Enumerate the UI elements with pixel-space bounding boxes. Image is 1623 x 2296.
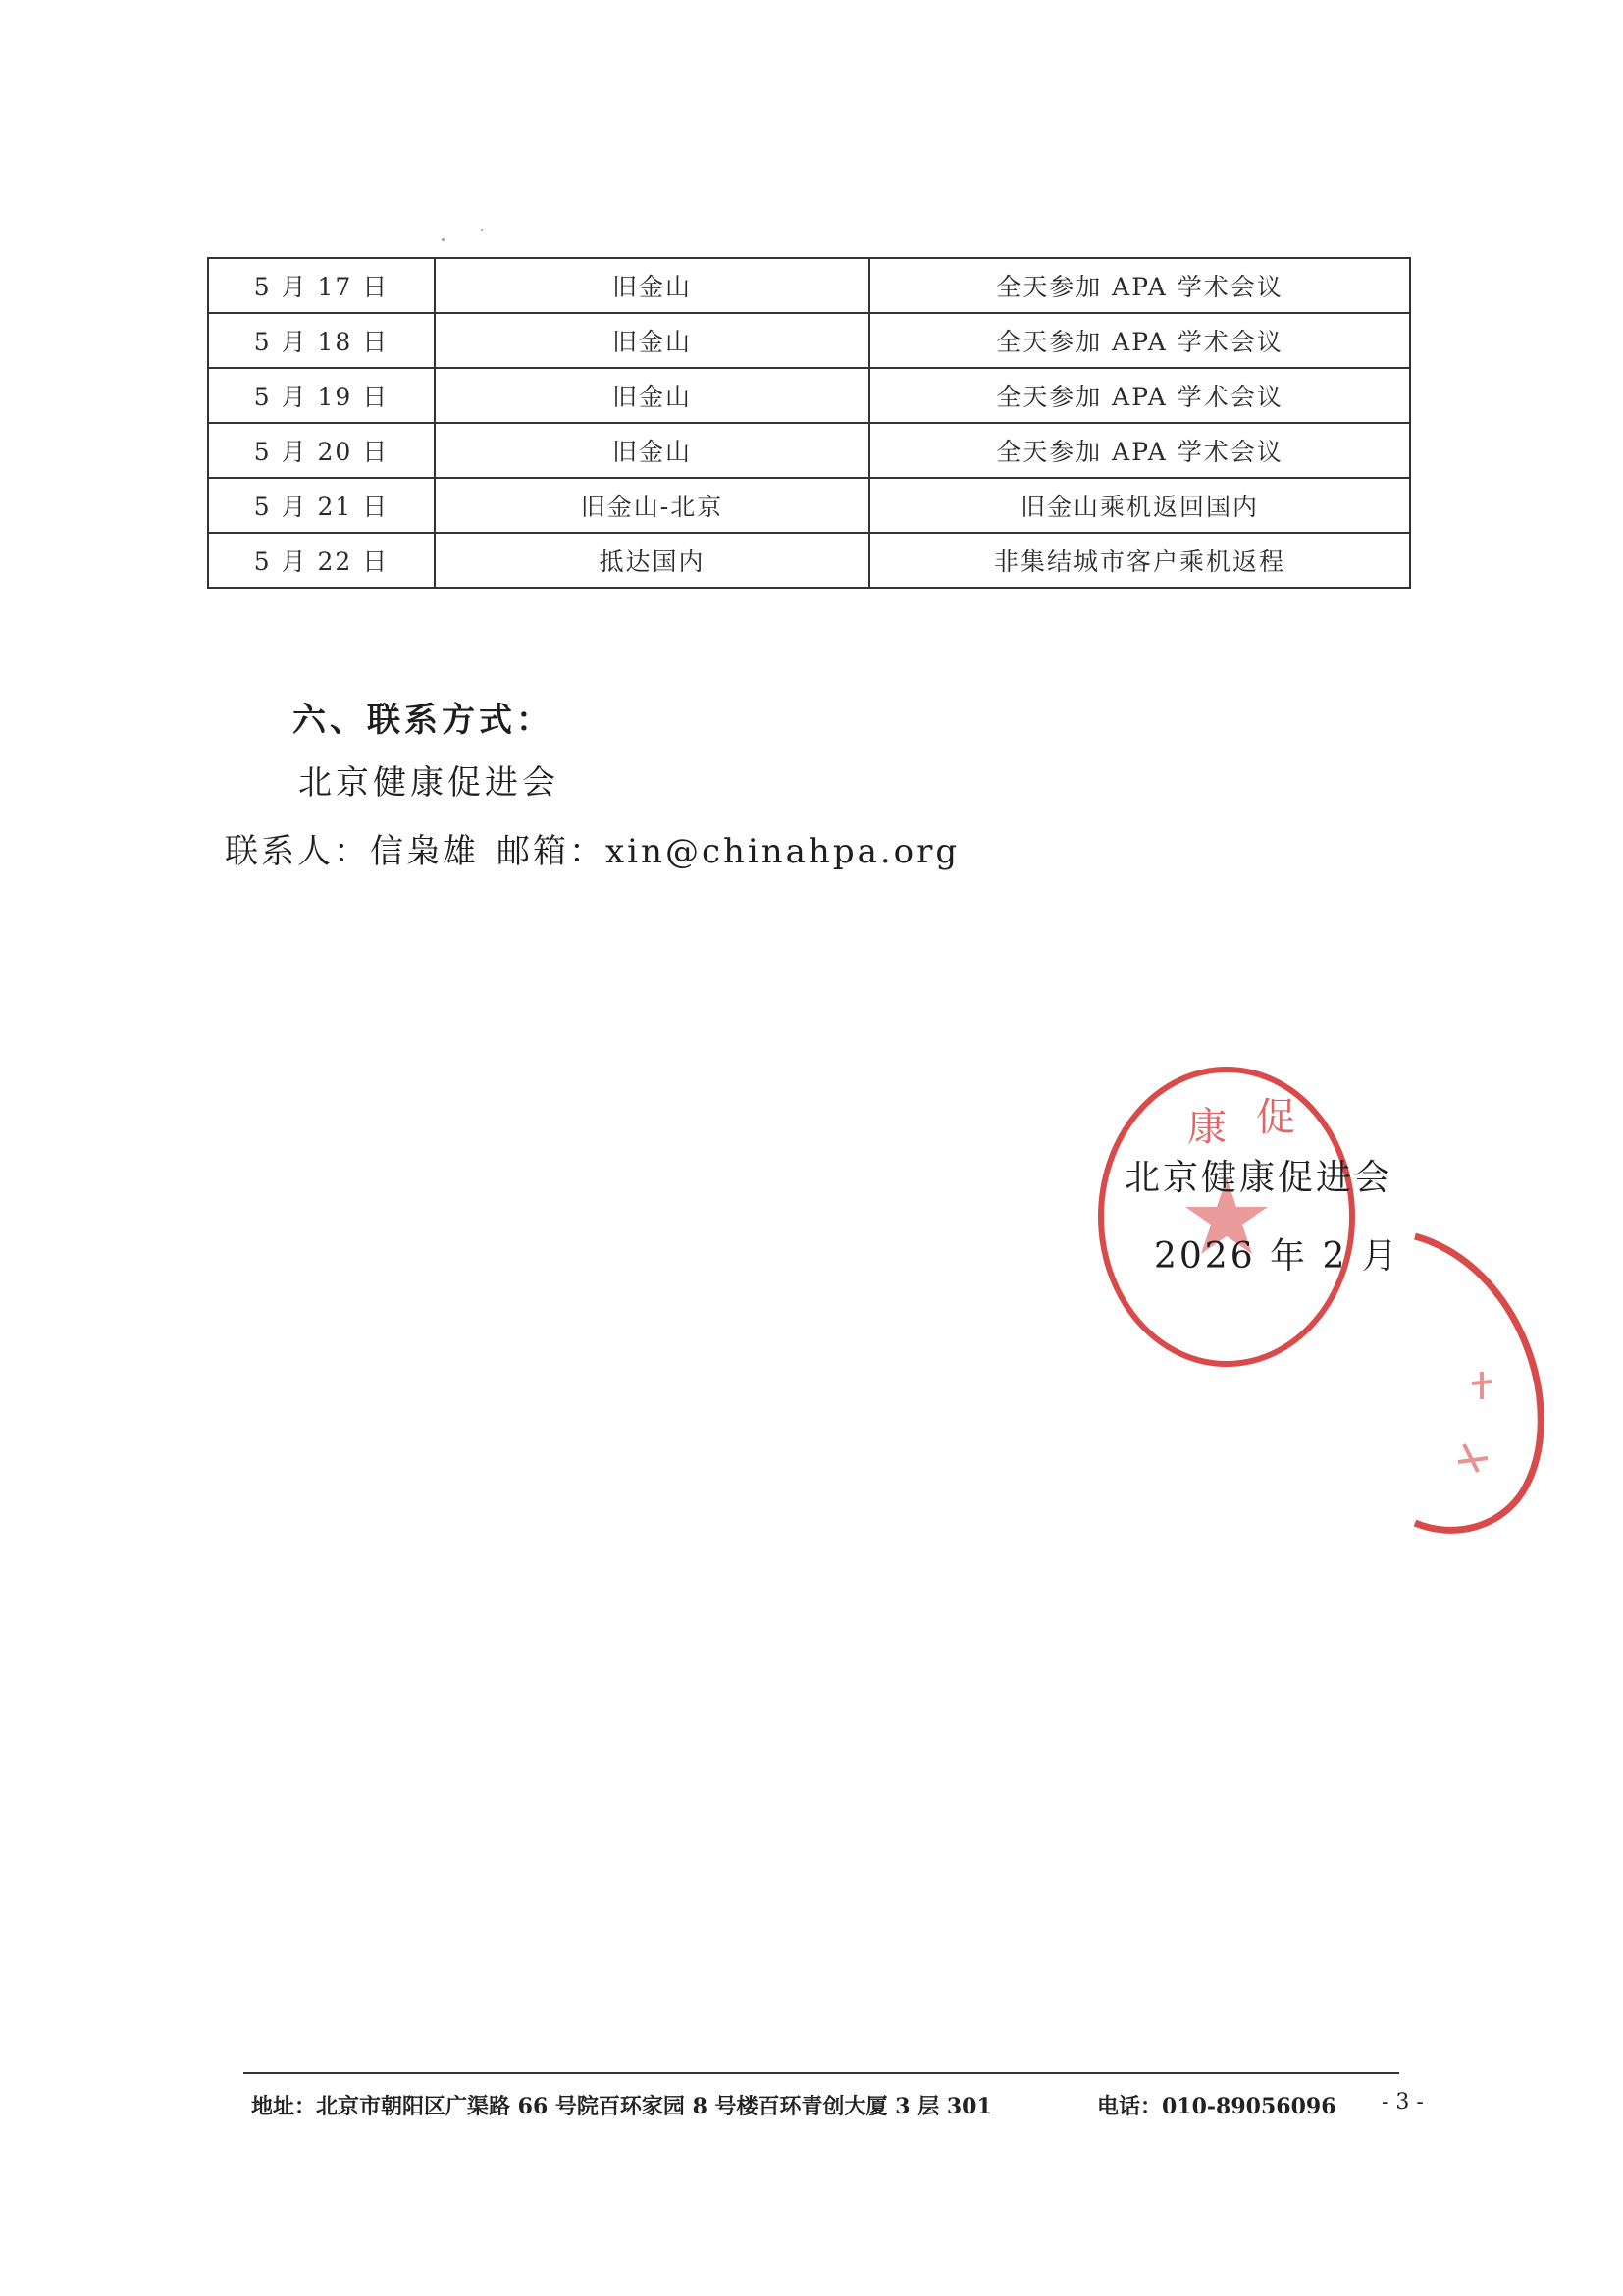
seal-character: 康 xyxy=(1187,1105,1227,1150)
location-cell: 旧金山 xyxy=(435,423,869,478)
contact-line xyxy=(225,824,960,872)
itinerary-table-body xyxy=(208,258,1410,588)
activity-cell: 全天参加 APA 学术会议 xyxy=(869,258,1410,313)
location-cell: 抵达国内 xyxy=(435,533,869,588)
footer-divider xyxy=(243,2072,1399,2074)
official-seal-icon xyxy=(1089,1060,1374,1383)
date-cell: 5 月 20 日 xyxy=(208,423,435,478)
signature-organization: 北京健康促进会 xyxy=(1125,1158,1393,1198)
table-row xyxy=(208,368,1410,423)
location-cell: 旧金山 xyxy=(435,313,869,368)
table-row xyxy=(208,313,1410,368)
contact-person-label: 联系人： xyxy=(225,832,370,871)
location-cell: 旧金山 xyxy=(435,368,869,423)
contact-person-name: 信枭雄 xyxy=(370,832,479,871)
itinerary-table xyxy=(207,257,1411,589)
date-cell: 5 月 17 日 xyxy=(208,258,435,313)
contact-email: xin@chinahpa.org xyxy=(605,832,961,871)
date-cell: 5 月 22 日 xyxy=(208,533,435,588)
date-cell: 5 月 19 日 xyxy=(208,368,435,423)
location-cell: 旧金山-北京 xyxy=(435,478,869,533)
signature-date: 2026 年 2 月 xyxy=(1154,1236,1400,1277)
table-row xyxy=(208,533,1410,588)
scan-speck xyxy=(481,229,483,231)
page-number: - 3 - xyxy=(1382,2090,1424,2114)
activity-cell: 旧金山乘机返回国内 xyxy=(869,478,1410,533)
activity-cell: 全天参加 APA 学术会议 xyxy=(869,368,1410,423)
footer-phone: 电话：010-89056096 xyxy=(1097,2094,1336,2119)
activity-cell: 非集结城市客户乘机返程 xyxy=(869,533,1410,588)
table-row xyxy=(208,478,1410,533)
activity-cell: 全天参加 APA 学术会议 xyxy=(869,313,1410,368)
location-cell: 旧金山 xyxy=(435,258,869,313)
scan-speck xyxy=(442,238,445,241)
seal-character: 促 xyxy=(1256,1095,1295,1140)
contact-organization: 北京健康促进会 xyxy=(298,763,559,803)
activity-cell: 全天参加 APA 学术会议 xyxy=(869,423,1410,478)
footer-address: 地址：北京市朝阳区广渠路 66 号院百环家园 8 号楼百环青创大厦 3 层 301 xyxy=(251,2094,992,2119)
table-row xyxy=(208,423,1410,478)
section-heading-contact: 六、联系方式： xyxy=(292,701,553,740)
table-row xyxy=(208,258,1410,313)
seal-edge-icon xyxy=(1413,1226,1560,1540)
date-cell: 5 月 18 日 xyxy=(208,313,435,368)
contact-email-label: 邮箱： xyxy=(497,832,605,871)
date-cell: 5 月 21 日 xyxy=(208,478,435,533)
